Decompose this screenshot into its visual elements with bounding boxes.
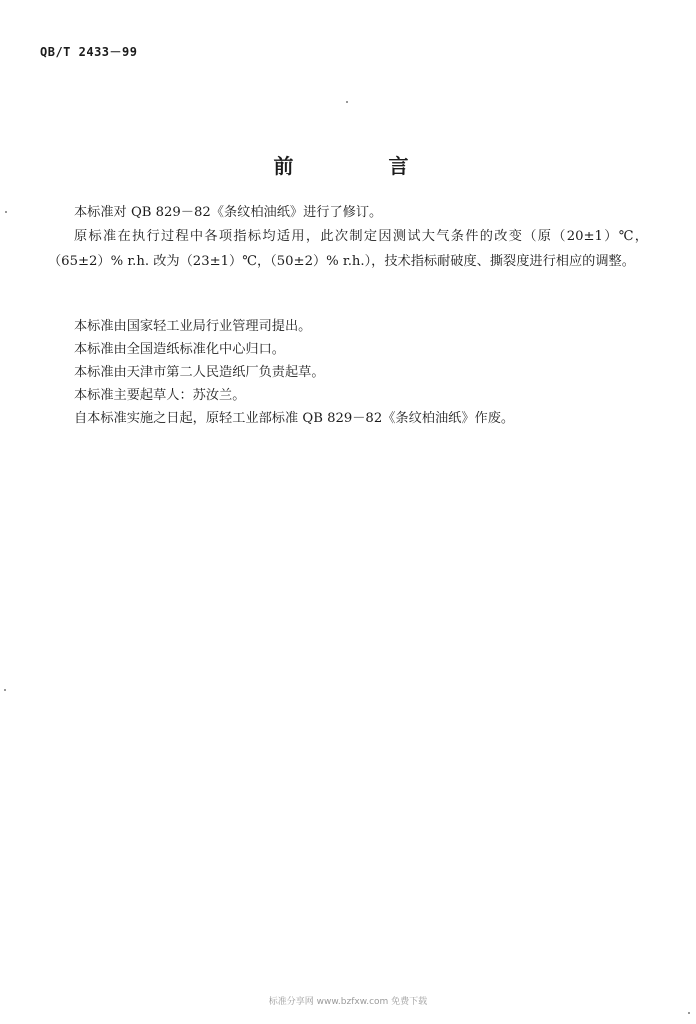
clause-supersedes: 自本标准实施之日起，原轻工业部标准 QB 829－82《条纹柏油纸》作废。 bbox=[74, 411, 515, 426]
standard-code: QB/T 2433－99 bbox=[40, 45, 138, 59]
clause-centralized-by: 本标准由全国造纸标准化中心归口。 bbox=[74, 342, 285, 357]
scan-speck bbox=[688, 1012, 690, 1014]
scan-speck bbox=[5, 211, 7, 213]
scan-speck bbox=[4, 689, 6, 691]
footer-watermark: 标准分享网 www.bzfxw.com 免费下载 bbox=[268, 997, 428, 1007]
clause-main-drafter: 本标准主要起草人：苏汝兰。 bbox=[74, 388, 246, 403]
page-title: 前 言 bbox=[273, 154, 453, 178]
clause-drafted-by: 本标准由天津市第二人民造纸厂负责起草。 bbox=[74, 365, 325, 380]
clause-proposed-by: 本标准由国家轻工业局行业管理司提出。 bbox=[74, 319, 312, 334]
scan-speck bbox=[346, 101, 348, 103]
paragraph-test-conditions: 原标准在执行过程中各项指标均适用，此次制定因测试大气条件的改变（原（20±1）℃，（65±2）% r.h. 改为（23±1）℃，（50±2）% r.h.），技术指标耐破度、撕裂度进行相应的调整。 bbox=[48, 229, 648, 269]
paragraph-revision-note: 本标准对 QB 829－82《条纹柏油纸》进行了修订。 bbox=[74, 205, 383, 220]
